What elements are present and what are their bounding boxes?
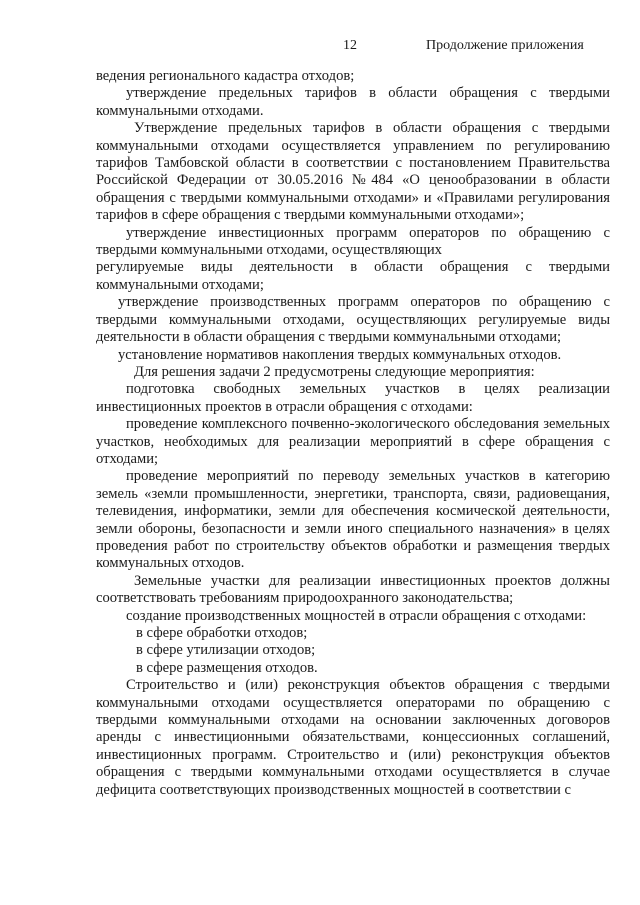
paragraph: проведение комплексного почвенно-экологического обследования земельных участков, необходимых для реализации мероприятий в сфере обращения с отходами; — [96, 416, 610, 467]
list-item: в сфере обработки отходов; — [136, 625, 308, 641]
paragraph: Строительство и (или) реконструкция объектов обращения с твердыми коммунальными отходами осуществляется операторами по обращению с твердыми коммунальными отходами на основании заключенных договоров аренды с инвестиционными обязательствами, концессионных соглашений, инвестиционных программ. Строительство и (или) реконструкция объектов обращения с твердыми коммунальными отходами осуществляется в случае дефицита соответствующих производственных мощностей в соответствии с — [96, 677, 610, 798]
document-body — [96, 68, 610, 799]
paragraph: подготовка свободных земельных участков в целях реализации инвестиционных проектов в отрасли обращения с отходами: — [96, 381, 610, 415]
list-item: в сфере утилизации отходов; — [136, 642, 316, 659]
page-header — [0, 38, 640, 58]
paragraph: создание производственных мощностей в отрасли обращения с отходами: — [126, 607, 587, 624]
paragraph: Для решения задачи 2 предусмотрены следующие мероприятия: — [134, 363, 535, 380]
paragraph: Утверждение предельных тарифов в области обращения с твердыми коммунальными отходами осуществляется управлением по регулированию тарифов Тамбовской области в соответствии с постановлением Правительства Российской Федерации от 30.05.2016 №484 «О ценообразовании в области обращения с твердыми коммунальными отходами» и «Правилами регулирования тарифов в сфере обращения с твердыми коммунальными отходами»; — [96, 120, 610, 224]
paragraph: ведения регионального кадастра отходов; — [96, 68, 355, 84]
list-item: в сфере размещения отходов. — [136, 659, 318, 676]
paragraph: проведение мероприятий по переводу земельных участков в категорию земель «земли промышленности, энергетики, транспорта, связи, радиовещания, телевидения, информатики, земли для обеспечения космической деятельности, земли обороны, безопасности и земли иного специального назначения» в целях проведения работ по строительству объектов обработки и размещения твердых коммунальных отходов. — [96, 468, 610, 572]
paragraph: утверждение предельных тарифов в области обращения с твердыми коммунальными отходами. — [96, 85, 610, 119]
page-number: 12 — [343, 38, 357, 53]
paragraph: установление нормативов накопления твердых коммунальных отходов. — [118, 346, 562, 363]
paragraph: утверждение производственных программ операторов по обращению с твердыми коммунальными отходами, осуществляющих регулируемые виды деятельности в области обращения с твердыми коммунальными отходами; — [96, 294, 610, 346]
paragraph: утверждение инвестиционных программ операторов по обращению с твердыми коммунальными отходами, осуществляющих — [96, 224, 610, 259]
appendix-continuation-title: Продолжение приложения — [426, 38, 584, 53]
paragraph: регулируемые виды деятельности в области обращения с твердыми коммунальными отходами; — [96, 259, 610, 293]
paragraph: Земельные участки для реализации инвестиционных проектов должны соответствовать требованиям природоохранного законодательства; — [96, 572, 610, 607]
